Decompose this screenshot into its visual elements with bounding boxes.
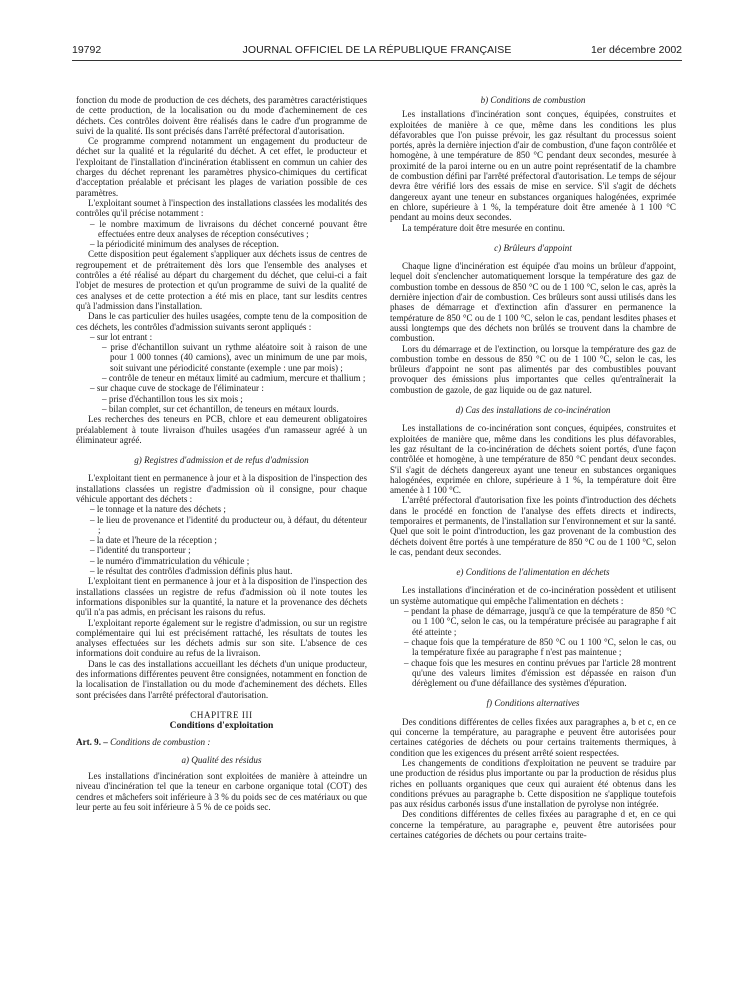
publication-date: 1er décembre 2002	[590, 44, 682, 56]
list-item: – le tonnage et la nature des déchets ;	[90, 504, 226, 515]
section-heading: c) Brûleurs d'appoint	[494, 242, 572, 253]
paragraph: L'exploitant tient en permanence à jour et à la disposition de l'inspection des installations classées un registre d'admission où il consigne, pour chaque véhicule apportant des déchets :	[76, 473, 367, 504]
header-rule	[72, 60, 682, 61]
paragraph: Les recherches des teneurs en PCB, chlore et eau demeurent obligatoires préalablement à toute livraison d'huiles usagées d'un ramasseur agréé à un éliminateur agréé.	[76, 414, 367, 445]
article-heading	[76, 737, 367, 747]
paragraph: Les installations de co-incinération sont conçues, équipées, construites et exploitées de manière que, même dans les conditions les plus défavorables, les gaz résultant de la co-incinération de déchets soient portés, d'une façon contrôlée et homogène, à une température de 850 °C pendant deux secondes. S'il s'agit de déchets dangereux ayant une teneur en substances organiques halogénées, exprimée en chlore, supérieure à 1 %, la température doit être amenée à 1 100 °C.	[390, 423, 676, 496]
list-item: – le lieu de provenance et l'identité du producteur ou, à défaut, du détenteur ;	[90, 514, 367, 535]
article-title: Conditions de combustion :	[110, 736, 211, 747]
list-item: – la date et l'heure de la réception ;	[90, 535, 217, 546]
list-item: – le résultat des contrôles d'admission définis plus haut.	[90, 566, 293, 577]
paragraph: Des conditions différentes de celles fixées aux paragraphes a, b et c, en ce qui concerne la température, au paragraphe e peuvent être autorisées pour certaines catégories de déchets ou pour certains traitements thermiques, à condition que les exigences du présent arrêté soient respectées.	[390, 716, 676, 758]
article-number: Art. 9. –	[76, 736, 108, 747]
page-number: 19792	[72, 44, 102, 56]
paragraph: fonction du mode de production de ces déchets, des paramètres caractéristiques de cette production, de la localisation ou du mode d'acheminement de ces déchets. Ces contrôles doivent être réalisés dans le cadre d'un programme de suivi de la qualité. Ils sont précisés dans l'arrêté préfectoral d'autorisation.	[76, 95, 367, 136]
paragraph: Ce programme comprend notamment un engagement du producteur de déchet sur la qualité et la régularité du déchet. A cet effet, le producteur et l'exploitant de l'installation d'incinération établissent en commun un cahier des charges du déchet reprenant les paramètres physico-chimiques du certificat d'acceptation préalable et précisant les plages de variation possible de ces paramètres.	[76, 136, 367, 198]
list-item: – chaque fois que la température de 850 °C ou 1 100 °C, selon le cas, ou la température fixée au paragraphe f n'est pas maintenue ;	[404, 636, 676, 658]
list-item: – pendant la phase de démarrage, jusqu'à ce que la température de 850 °C ou 1 100 °C, selon le cas, ou la température précisée au paragraphe f ait été atteinte ;	[404, 606, 676, 637]
paragraph: La température doit être mesurée en continu.	[402, 222, 565, 233]
paragraph: Les installations d'incinération et de co-incinération possèdent et utilisent un système automatique qui empêche l'alimentation en déchets :	[390, 585, 676, 606]
paragraph: Chaque ligne d'incinération est équipée d'au moins un brûleur d'appoint, lequel doit s'enclencher automatiquement lorsque la température des gaz de combustion tombe en dessous de 850 °C ou de 1 100 °C, selon le cas, après la dernière injection d'air de combustion. Ces brûleurs sont aussi utilisés dans les phases de démarrage et d'extinction afin d'assurer en permanence la température de 850 °C ou de 1 100 °C, selon le cas, pendant lesdites phases et aussi longtemps que des déchets non brûlés se trouvent dans la chambre de combustion.	[390, 261, 676, 344]
list-item: – bilan complet, sur cet échantillon, de teneurs en métaux lourds.	[102, 403, 339, 414]
section-heading: f) Conditions alternatives	[486, 698, 580, 709]
list-item: – la périodicité minimum des analyses de réception.	[90, 239, 279, 250]
paragraph: Les changements de conditions d'exploitation ne peuvent se traduire par une production de résidus plus importante ou par la production de résidus plus riches en polluants organiques que ceux qui auraient été obtenus dans les conditions prévues au paragraphe b. Cette disposition ne s'applique toutefois pas aux résidus carbonés issus d'une installation de pyrolyse non intégrée.	[390, 757, 676, 810]
list-item: – le numéro d'immatriculation du véhicule ;	[90, 555, 250, 566]
paragraph: Les installations d'incinération sont exploitées de manière à atteindre un niveau d'incinération tel que la teneur en carbone organique total (COT) des cendres et mâchefers soit inférieure à 3 % du poids sec de ces matériaux ou que leur perte au feu soit inférieure à 5 % de ce poids sec.	[76, 771, 367, 812]
list-item: – prise d'échantillon suivant un rythme aléatoire soit à raison de une pour 1 000 tonnes (40 camions), avec un minimum de une par mois, soit suivant une périodicité constante (exemple : une par mois) ;	[102, 342, 367, 373]
list-item: – chaque fois que les mesures en continu prévues par l'article 28 montrent qu'une des valeurs limites d'émission est dépassée en raison d'un dérèglement ou d'une défaillance des systèmes d'épuration.	[404, 657, 676, 689]
paragraph: Dans le cas des installations accueillant les déchets d'un unique producteur, des informations différentes peuvent être consignées, notamment en fonction de la localisation de l'installation ou du mode d'acheminement des déchets. Elles sont précisées dans l'arrêté préfectoral d'autorisation.	[76, 658, 367, 700]
paragraph: L'exploitant reporte également sur le registre d'admission, ou sur un registre complémentaire qui lui est précisément rattaché, les résultats de toutes les analyses effectuées sur les déchets admis sur son site. L'absence de ces informations doit conduire au refus de la livraison.	[76, 617, 367, 659]
section-heading: g) Registres d'admission et de refus d'admission	[134, 455, 309, 466]
paragraph: Les installations d'incinération sont conçues, équipées, construites et exploitées de manière à ce que, même dans les conditions les plus défavorables que l'on puisse prévoir, les gaz résultant du processus soient portés, après la dernière injection d'air de combustion, d'une façon contrôlée et homogène, à une température de 850 °C pendant deux secondes, mesurée à proximité de la paroi interne ou en un autre point représentatif de la chambre de combustion défini par l'arrêté préfectoral d'autorisation. Le temps de séjour devra être vérifié lors des essais de mise en service. S'il s'agit de déchets dangereux ayant une teneur en substances organiques halogénées, exprimée en chlore, supérieure à 1 %, la température doit être amenée à 1 100 °C pendant au moins deux secondes.	[390, 109, 676, 223]
list-item: – sur chaque cuve de stockage de l'éliminateur :	[90, 383, 264, 394]
list-item: – l'identité du transporteur ;	[90, 545, 191, 556]
paragraph: L'exploitant soumet à l'inspection des installations classées les modalités des contrôles qu'il précise notamment :	[76, 197, 367, 219]
page-header	[72, 44, 682, 58]
paragraph: L'arrêté préfectoral d'autorisation fixe les points d'introduction des déchets dans le procédé en fonction de l'analyse des effets directs et indirects, temporaires et permanents, de l'installation sur l'environnement et sur la santé. Quel que soit le point d'introduction, les gaz provenant de la combustion des déchets doivent être portés à une température de 850 °C ou de 1 100 °C, selon le cas, pendant deux secondes.	[390, 495, 676, 557]
paragraph: Cette disposition peut également s'appliquer aux déchets issus de centres de regroupement et de prétraitement dès lors que l'ensemble des analyses et contrôles a été réalisé au départ du chargement du déchet, que celui-ci a fait l'objet de mesures de protection et qu'un programme de suivi de la qualité de ces analyses et de cette protection a été mis en place, tant sur lesdits centres qu'à l'admission dans l'installation.	[76, 249, 367, 311]
list-item: – contrôle de teneur en métaux limité au cadmium, mercure et thallium ;	[102, 373, 366, 384]
left-column	[76, 95, 367, 812]
section-heading: e) Conditions de l'alimentation en déchets	[456, 567, 610, 578]
paragraph: Dans le cas particulier des huiles usagées, compte tenu de la composition de ces déchets, les contrôles d'admission suivants seront appliqués :	[76, 311, 367, 332]
list-item: – le nombre maximum de livraisons du déchet concerné pouvant être effectuées entre deux analyses de réception consécutives ;	[90, 218, 367, 239]
right-column	[390, 95, 676, 840]
list-item: – sur lot entrant :	[90, 331, 153, 342]
list-item: – prise d'échantillon tous les six mois ;	[102, 393, 243, 404]
paragraph: Lors du démarrage et de l'extinction, ou lorsque la température des gaz de combustion tombe en dessous de 850 °C ou de 1 100 °C, selon le cas, les brûleurs d'appoint ne sont pas alimentés par des combustibles pouvant provoquer des émissions plus importantes que celles qu'entraînerait la combustion de gazole, de gaz liquide ou de gaz naturel.	[390, 343, 676, 395]
section-heading: d) Cas des installations de co-incinération	[455, 405, 611, 416]
journal-title: JOURNAL OFFICIEL DE LA RÉPUBLIQUE FRANÇAISE	[242, 44, 512, 56]
paragraph: Des conditions différentes de celles fixées au paragraphe d et, en ce qui concerne la température, au paragraphe e, peuvent être autorisées pour certaines catégories de déchets ou pour certains traite-	[390, 809, 676, 840]
chapter-title: Conditions d'exploitation	[169, 720, 274, 732]
section-heading: b) Conditions de combustion	[480, 95, 586, 105]
paragraph: L'exploitant tient en permanence à jour et à la disposition de l'inspection des installations classées un registre de refus d'admission où il note toutes les informations disponibles sur la quantité, la nature et la provenance des déchets qu'il n'a pas admis, en précisant les raisons du refus.	[76, 576, 367, 618]
chapter-label: CHAPITRE III	[190, 709, 253, 720]
section-heading: a) Qualité des résidus	[181, 754, 262, 765]
